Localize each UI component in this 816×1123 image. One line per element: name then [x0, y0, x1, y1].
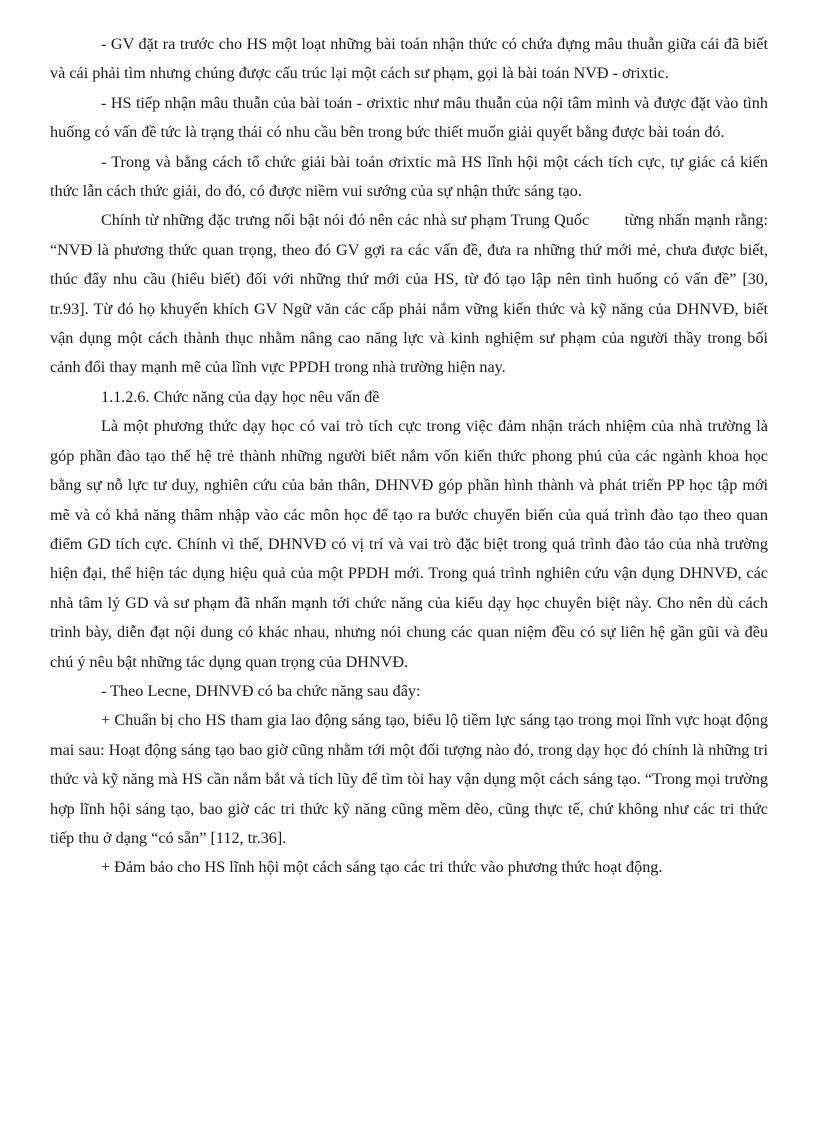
paragraph-chuan-bi: + Chuẩn bị cho HS tham gia lao động sáng tạo, biểu lộ tiềm lực sáng tạo trong mọi lĩnh vực hoạt động mai sau: Hoạt động sáng tạo bao giờ cũng nhằm tới một đối tượng nào đó, trong dạy học đó chính là những tri thức và kỹ năng mà HS cần nắm bắt và tích lũy để tìm tòi hay vận dụng một cách sáng tạo. “Trong mọi trường hợp lĩnh hội sáng tạo, bao giờ các tri thức kỹ năng cũng mềm dẽo, cũng thực tế, chứ không như các tri thức tiếp thu ở dạng “có sẵn” [112, tr.36].: [50, 711, 768, 847]
paragraph-hs-tiep-nhan: - HS tiếp nhận mâu thuẫn của bài toán - ơrixtic như mâu thuẫn của nội tâm mình và được đặt vào tình huống có vấn đề tức là trạng thái có nhu cầu bên trong bức thiết muốn giải quyết bằng được bài toán đó.: [50, 93, 768, 142]
document-page: [50, 30, 773, 883]
paragraph-trung-quoc: Chính từ những đặc trưng nổi bật nói đó nên các nhà sư phạm Trung Quốc từng nhấn mạnh rằng: “NVĐ là phương thức quan trọng, theo đó GV gợi ra các vấn đề, đưa ra những thứ mới mẻ, chưa được biết, thúc đẩy nhu cầu (hiểu biết) đối với những thứ mới của HS, từ đó tạo lập nên tình huống có vấn đề” [30, tr.93]. Từ đó họ khuyến khích GV Ngữ văn các cấp phải nắm vững kiến thức và kỹ năng của DHNVĐ, biết vận dụng một cách thành thục nhằm nâng cao năng lực và kinh nghiệm sư phạm của người thầy trong bối cảnh đổi thay mạnh mẽ của lĩnh vực PPDH trong nhà trường hiện nay.: [50, 211, 773, 377]
paragraph-lecne: - Theo Lecne, DHNVĐ có ba chức năng sau đây:: [101, 681, 421, 700]
paragraph-to-chuc-giai: - Trong và bằng cách tổ chức giải bài toán ơrixtic mà HS lĩnh hội một cách tích cực, tự giác cả kiến thức lẫn cách thức giải, do đó, có được niềm vui sướng của sự nhận thức sáng tạo.: [50, 152, 768, 201]
paragraph-chuc-nang: Là một phương thức dạy học có vai trò tích cực trong việc đảm nhận trách nhiệm của nhà trường là góp phần đào tạo thế hệ trẻ thành những người biết nắm vốn kiến thức phong phú của các ngành khoa học bằng sự nỗ lực tư duy, nghiên cứu của bản thân, DHNVĐ góp phần hình thành và phát triển PP học tập mới mẽ và có khả năng thâm nhập vào các môn học để tạo ra bước chuyển biến của quá trình đào tạo theo quan điểm GD tích cực. Chính vì thế, DHNVĐ có vị trí và vai trò đặc biệt trong quá trình đào tảo của nhà trường hiện đại, thể hiện tác dụng hiệu quả của một PPDH mới. Trong quá trình nghiên cứu vận dụng DHNVĐ, các nhà tâm lý GD và sư phạm đã nhấn mạnh tới chức năng của kiểu dạy học chuyên biệt này. Cho nên dù cách trình bày, diễn đạt nội dung có khác nhau, nhưng nói chung các quan niệm đều có sự liên hệ gần gũi và đều chú ý nêu bật những tác dụng quan trọng của DHNVĐ.: [50, 417, 768, 671]
paragraph-gv-bai-toan: - GV đặt ra trước cho HS một loạt những bài toán nhận thức có chứa đựng mâu thuẫn giữa cái đã biết và cái phải tìm nhưng chúng được cấu trúc lại một cách sư phạm, gọi là bài toán NVĐ - ơrixtic.: [50, 35, 768, 83]
paragraph-dam-bao: + Đảm bảo cho HS lĩnh hội một cách sáng tạo các tri thức vào phương thức hoạt động.: [101, 858, 663, 877]
section-heading: 1.1.2.6. Chức năng của dạy học nêu vấn đề: [101, 387, 380, 406]
